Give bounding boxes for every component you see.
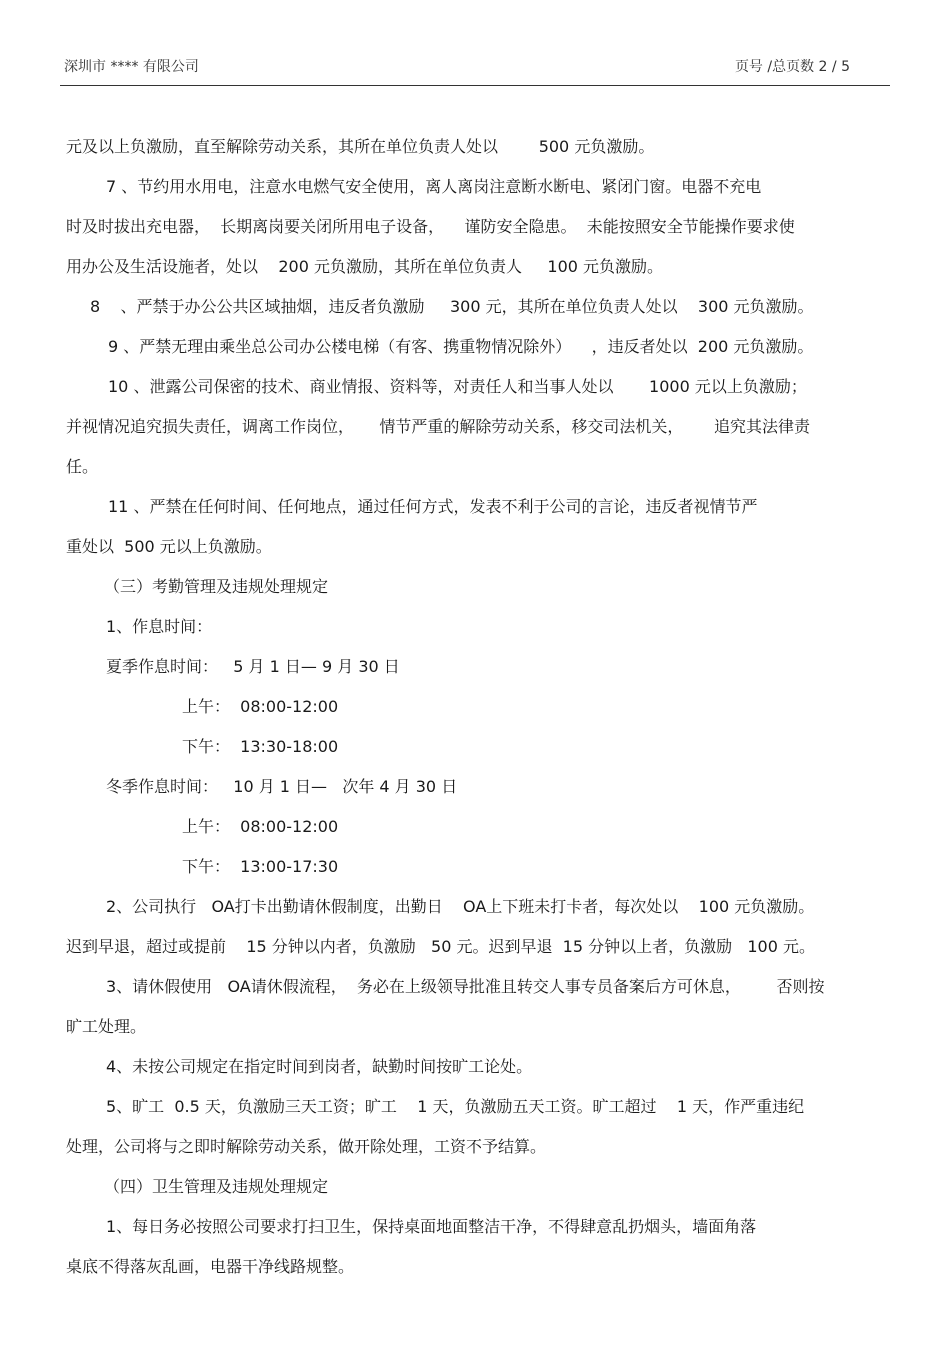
attendance-rule-2-line-2: 迟到早退，超过或提前 15 分钟以内者，负激励 50 元。迟到早退 15 分钟以上者，负激励 100 元。	[66, 937, 815, 956]
winter-afternoon: 下午： 13:00-17:30	[182, 857, 339, 876]
company-name: 深圳市 **** 有限公司	[64, 59, 199, 75]
attendance-rule-5-line-2: 处理，公司将与之即时解除劳动关系，做开除处理，工资不予结算。	[66, 1137, 547, 1156]
hygiene-rule-1-line-2: 桌底不得落灰乱画，电器干净线路规整。	[66, 1257, 355, 1276]
rule-7-line-2: 时及时拔出充电器， 长期离岗要关闭所用电子设备， 谨防安全隐患。 未能按照安全节能操作要求使	[66, 217, 795, 236]
rule-10-line-1: 10 、泄露公司保密的技术、商业情报、资料等，对责任人和当事人处以 1000 元以上负激励；	[108, 377, 807, 396]
hygiene-rule-1-line-1: 1、每日务必按照公司要求打扫卫生，保持桌面地面整洁干净，不得肆意乱扔烟头，墙面角落	[106, 1217, 757, 1236]
rule-11-line-2: 重处以 500 元以上负激励。	[66, 537, 272, 556]
rule-11-line-1: 11 、严禁在任何时间、任何地点，通过任何方式，发表不利于公司的言论，违反者视情节严	[108, 497, 758, 516]
page-header	[64, 56, 888, 78]
attendance-rule-4: 4、未按公司规定在指定时间到岗者，缺勤时间按旷工论处。	[106, 1057, 533, 1076]
rule-10-line-2: 并视情况追究损失责任，调离工作岗位， 情节严重的解除劳动关系，移交司法机关， 追究其法律责	[66, 417, 810, 436]
attendance-rule-3-line-1: 3、请休假使用 OA请休假流程， 务必在上级领导批准且转交人事专员备案后方可休息， 否则按	[106, 977, 825, 996]
summer-schedule: 夏季作息时间： 5 月 1 日— 9 月 30 日	[106, 657, 400, 676]
summer-afternoon: 下午： 13:30-18:00	[182, 737, 339, 756]
work-hours-title: 1、作息时间：	[106, 617, 213, 636]
winter-schedule: 冬季作息时间： 10 月 1 日— 次年 4 月 30 日	[106, 777, 458, 796]
rule-7-line-3: 用办公及生活设施者，处以 200 元负激励，其所在单位负责人 100 元负激励。	[66, 257, 664, 276]
summer-morning: 上午： 08:00-12:00	[182, 697, 339, 716]
rule-10-line-3: 任。	[66, 457, 99, 476]
section-heading-hygiene: （四）卫生管理及违规处理规定	[104, 1177, 329, 1196]
header-divider	[60, 85, 890, 86]
rule-9: 9 、严禁无理由乘坐总公司办公楼电梯（有客、携重物情况除外） ，违反者处以 200 元负激励。	[108, 337, 814, 356]
page-number: 页号 /总页数 2 / 5	[734, 59, 850, 75]
attendance-rule-2-line-1: 2、公司执行 OA打卡出勤请休假制度，出勤日 OA上下班未打卡者，每次处以 100 元负激励。	[106, 897, 815, 916]
attendance-rule-3-line-2: 旷工处理。	[66, 1017, 147, 1036]
section-heading-attendance: （三）考勤管理及违规处理规定	[104, 577, 329, 596]
winter-morning: 上午： 08:00-12:00	[182, 817, 339, 836]
attendance-rule-5-line-1: 5、旷工 0.5 天，负激励三天工资；旷工 1 天，负激励五天工资。旷工超过 1 天，作严重违纪	[106, 1097, 805, 1116]
rule-6-continued: 元及以上负激励，直至解除劳动关系，其所在单位负责人处以 500 元负激励。	[66, 137, 655, 156]
rule-8: 8 、严禁于办公公共区域抽烟，违反者负激励 300 元，其所在单位负责人处以 300 元负激励。	[90, 297, 814, 316]
rule-7-line-1: 7 、节约用水用电，注意水电燃气安全使用，离人离岗注意断水断电、紧闭门窗。电器不充电	[106, 177, 762, 196]
